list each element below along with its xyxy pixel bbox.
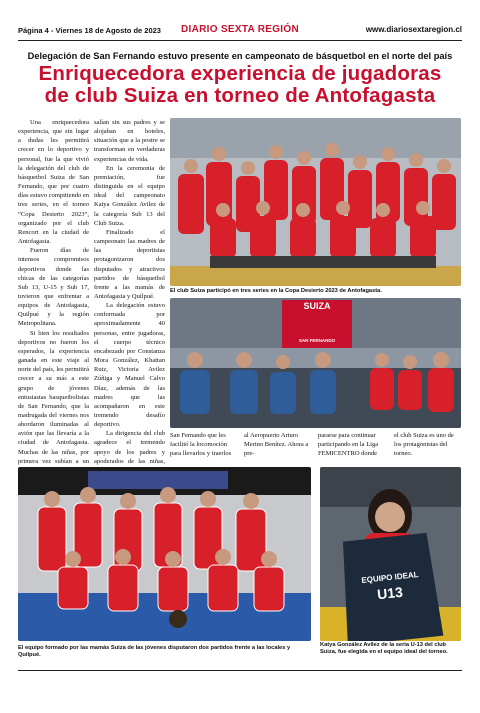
article-column-2: [94, 118, 165, 484]
paragraph: En la ceremonia de premiación, fue distinguida en el equipo ideal del campeonato Katya González Avilez de la categoría Sub 13 del Club Suiza.: [94, 164, 165, 227]
newspaper-name: DIARIO SEXTA REGIÓN: [181, 24, 299, 35]
bottom-column-3: pararse para continuar participando en la Liga FEMICENTRO donde: [318, 432, 379, 458]
footer-rule: [18, 670, 462, 671]
shirt-text-line2: U13: [376, 583, 404, 603]
paragraph: Una enriquecedora experiencia, que sin lugar a dudas les permitirá crecer en lo deportivo y personal, fue la que vivió la delegación del club de básquetbol Suiza de San Fernando, que por cuatro días estuvo compitiendo en tres series, en el torneo “Copa Desierto 2023”, organizado por el club Rencort en la ciudad de Antofagasta.: [18, 119, 89, 246]
paragraph: La delegación estuvo conformada por aproximadamente 40 personas, entre jugadoras, el cuerpo técnico encabezado por Constanza Mora González, Khattan Ruiz, Victoria Avilez Zúñiga y Manuel Calvo Díaz, además de las madres que las acompañaron en este tremendo desafío deportivo.: [94, 302, 165, 429]
headline-line-1: Enriquecedora experiencia de jugadoras: [38, 62, 442, 85]
website-link[interactable]: www.diariosextaregion.cl: [365, 25, 462, 34]
katya-photo: [320, 467, 461, 641]
suiza-banner-title: SUIZA: [303, 301, 331, 311]
shirt-text-line1: EQUIPO IDEAL: [361, 570, 419, 585]
headline-line-2: de club Suiza en torneo de Antofagasta: [44, 84, 436, 107]
paragraph: salían sin sus padres y se alojaban en hoteles, situación que a la postre se transforman en verdaderas experiencias de vida.: [94, 119, 165, 163]
bottom-column-4: el club Suiza es uno de los protagonistas del torneo.: [394, 432, 454, 458]
photo4-caption: Katya González Avilez de la seria U-13 del club Suiza, fue elegida en el equipo ideal del torneo.: [320, 642, 448, 655]
mothers-team-photo: [18, 467, 311, 641]
paragraph: Si bien los resultados deportivos no fueron los esperados, la experiencia ganada en este viaje al norte del país, les permitirá crecer a su más a este grupo de jóvenes entusiastas basquetbolistas de San Fernando, que la madrugada del viernes nos abordaron iluminadas al avión que las llevaría a la ciudad de Antofagasta. Muchas de las niñas, por primera vez subían a un: [18, 329, 89, 465]
page-date: Página 4 - Viernes 18 de Agosto de 2023: [18, 26, 161, 35]
paragraph: La dirigencia del club agradece el tremendo apoyo de los padres y apoderados de las niñas,: [94, 430, 165, 465]
bottom-column-1: San Fernando que les facilitó la locomoción para llevarlos y traerlos: [170, 432, 232, 458]
photo1-caption: El club Suiza participó en tres series en la Copa Desierto 2023 de Antofagasta.: [170, 288, 382, 294]
article-column-1: [18, 118, 89, 475]
team-group-photo: [170, 118, 461, 286]
suiza-banner-subtitle: SAN FERNANDO: [298, 338, 336, 343]
paragraph: Fueron días de intensos compromisos deportivos donde las chicas de las categorías Sub 13, U-15 y Sub 17, tuvieron que enfrentar a equipos de Antofagasta, Quilpué y la región Metropolitana.: [18, 247, 89, 328]
delegation-photo: [170, 298, 461, 428]
article-kicker: Delegación de San Fernando estuvo presente en campeonato de básquetbol en el norte del país: [27, 51, 453, 61]
page-header: [18, 24, 462, 38]
bottom-column-2: al Aeropuerto Arturo Merino Benítez. Ahora a pre-: [244, 432, 309, 458]
photo3-caption: El equipo formado por las mamás Suiza de las jóvenes disputaron dos partidos frente a las locales y Quilpué.: [18, 645, 291, 658]
header-rule: [18, 40, 462, 41]
article-headline: [18, 63, 462, 107]
paragraph: Finalizado el campeonato las madres de las deportistas protagonizaron dos disputados y atractivos partidos de básquetbol frente a las mamás de Antofagasta y Quilpué.: [94, 228, 165, 300]
